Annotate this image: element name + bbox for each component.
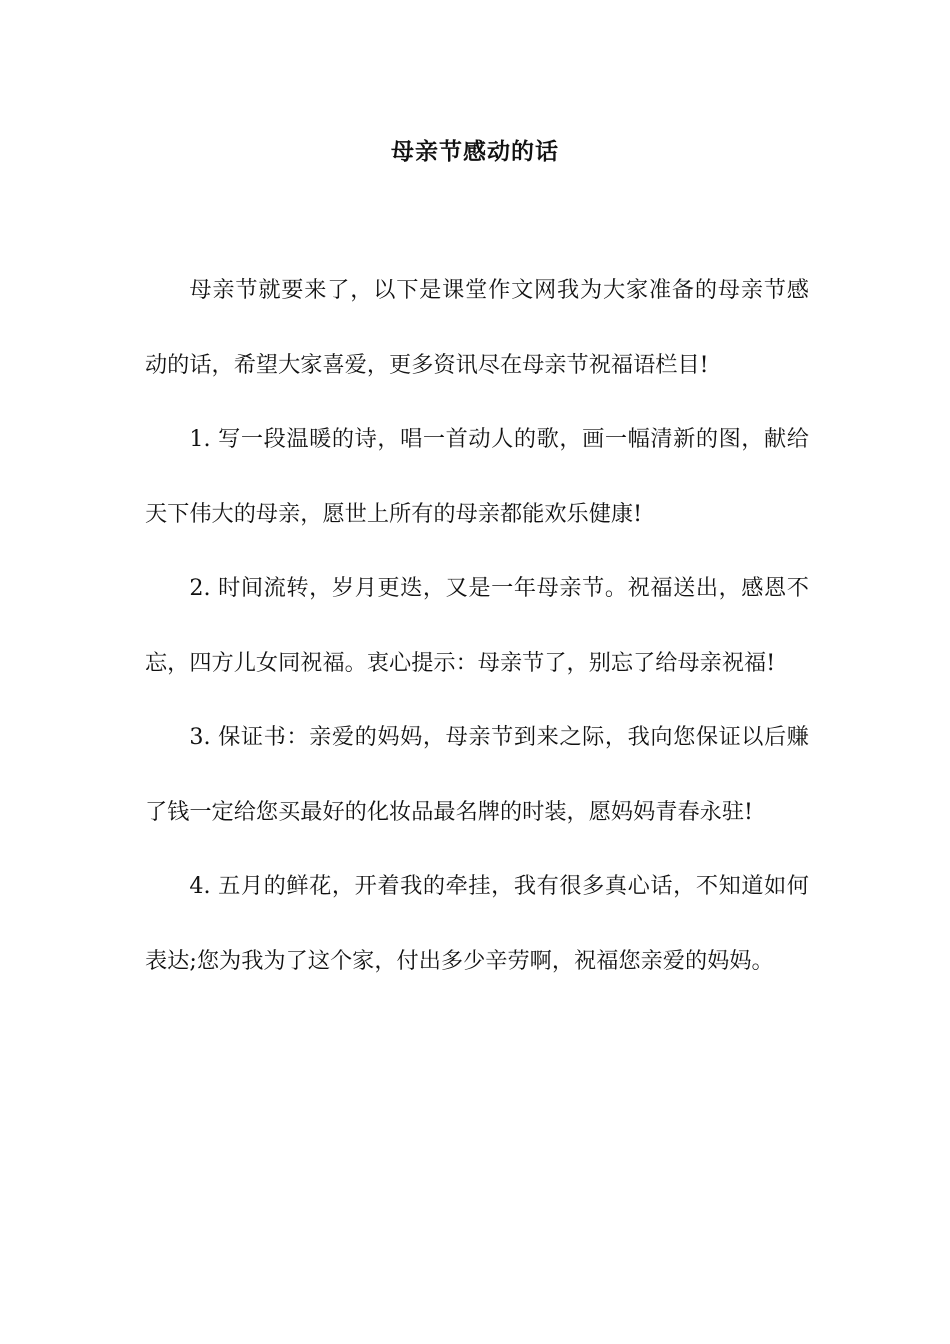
document-title: 母亲节感动的话 [391,138,559,165]
paragraph-item-4: 4. 五月的鲜花，开着我的牵挂，我有很多真心话，不知道如何表达;您为我为了这个家，付出多少辛劳啊，祝福您亲爱的妈妈。 [145,873,809,974]
paragraph-item-2: 2. 时间流转，岁月更迭，又是一年母亲节。祝福送出，感恩不忘，四方儿女同祝福。衷心提示：母亲节了，别忘了给母亲祝福! [145,575,809,676]
paragraph-item-3: 3. 保证书：亲爱的妈妈，母亲节到来之际，我向您保证以后赚了钱一定给您买最好的化妆品最名牌的时装，愿妈妈青春永驻! [145,724,809,825]
document-body [145,253,809,998]
paragraph-intro: 母亲节就要来了，以下是课堂作文网我为大家准备的母亲节感动的话，希望大家喜爱，更多资讯尽在母亲节祝福语栏目! [145,277,809,378]
paragraph-item-1: 1. 写一段温暖的诗，唱一首动人的歌，画一幅清新的图，献给天下伟大的母亲，愿世上所有的母亲都能欢乐健康! [145,426,809,527]
